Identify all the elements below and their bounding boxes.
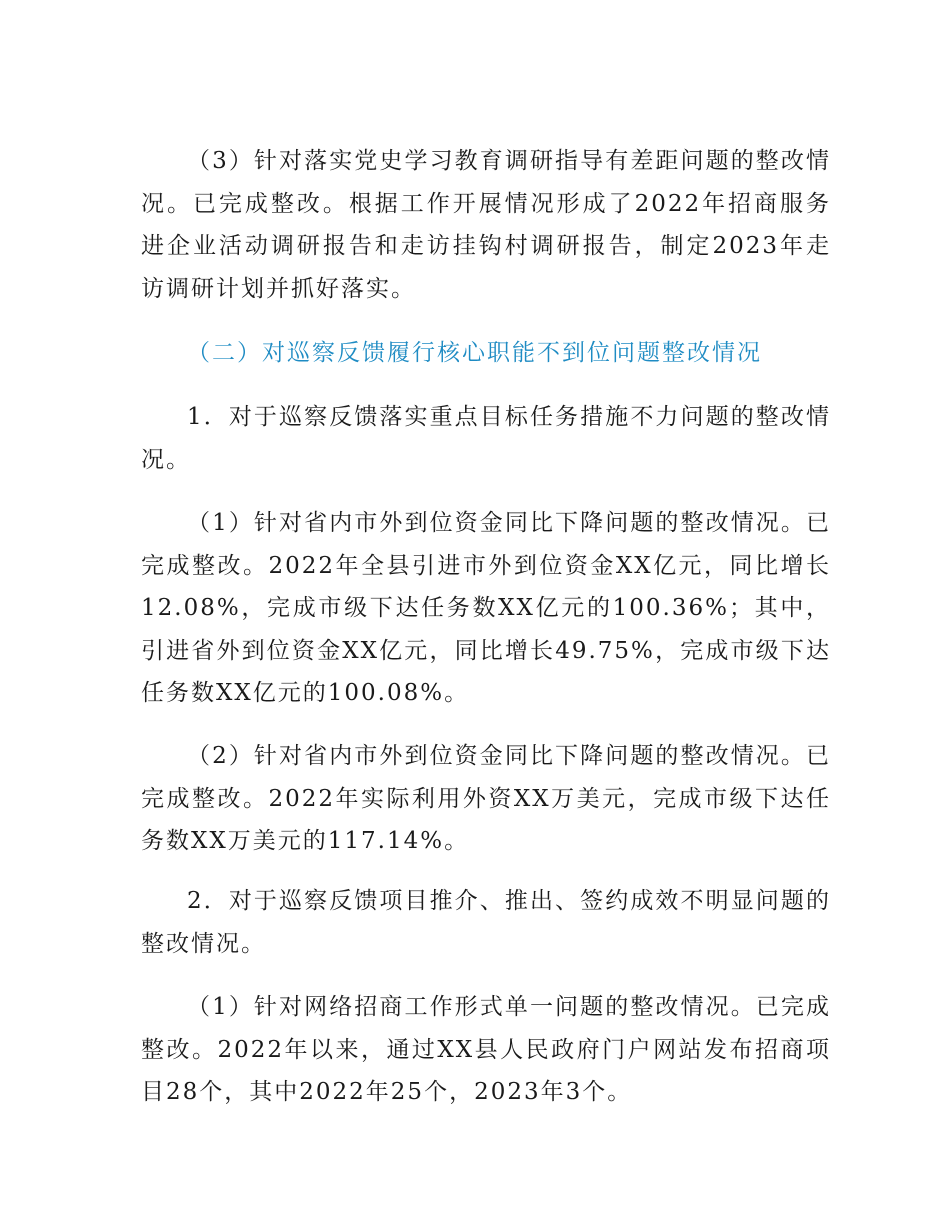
paragraph-item-1: 1．对于巡察反馈落实重点目标任务措施不力问题的整改情况。 <box>141 404 831 473</box>
section-heading-2: （二）对巡察反馈履行核心职能不到位问题整改情况 <box>187 340 762 366</box>
paragraph-rectification-3: （3）针对落实党史学习教育调研指导有差距问题的整改情况。已完成整改。根据工作开展情况形成了2022年招商服务进企业活动调研报告和走访挂钩村调研报告，制定2023年走访调研计划并抓好落实。 <box>141 148 831 302</box>
paragraph-item-2: 2．对于巡察反馈项目推介、推出、签约成效不明显问题的整改情况。 <box>141 888 831 957</box>
paragraph-item-1-1: （1）针对省内市外到位资金同比下降问题的整改情况。已完成整改。2022年全县引进市外到位资金XX亿元，同比增长12.08%，完成市级下达任务数XX亿元的100.36%；其中，引进省外到位资金XX亿元，同比增长49.75%，完成市级下达任务数XX亿元的100.08%。 <box>141 510 831 706</box>
paragraph-item-2-1: （1）针对网络招商工作形式单一问题的整改情况。已完成整改。2022年以来，通过XX县人民政府门户网站发布招商项目28个，其中2022年25个，2023年3个。 <box>141 994 831 1105</box>
paragraph-item-1-2: （2）针对省内市外到位资金同比下降问题的整改情况。已完成整改。2022年实际利用外资XX万美元，完成市级下达任务数XX万美元的117.14%。 <box>141 743 831 854</box>
